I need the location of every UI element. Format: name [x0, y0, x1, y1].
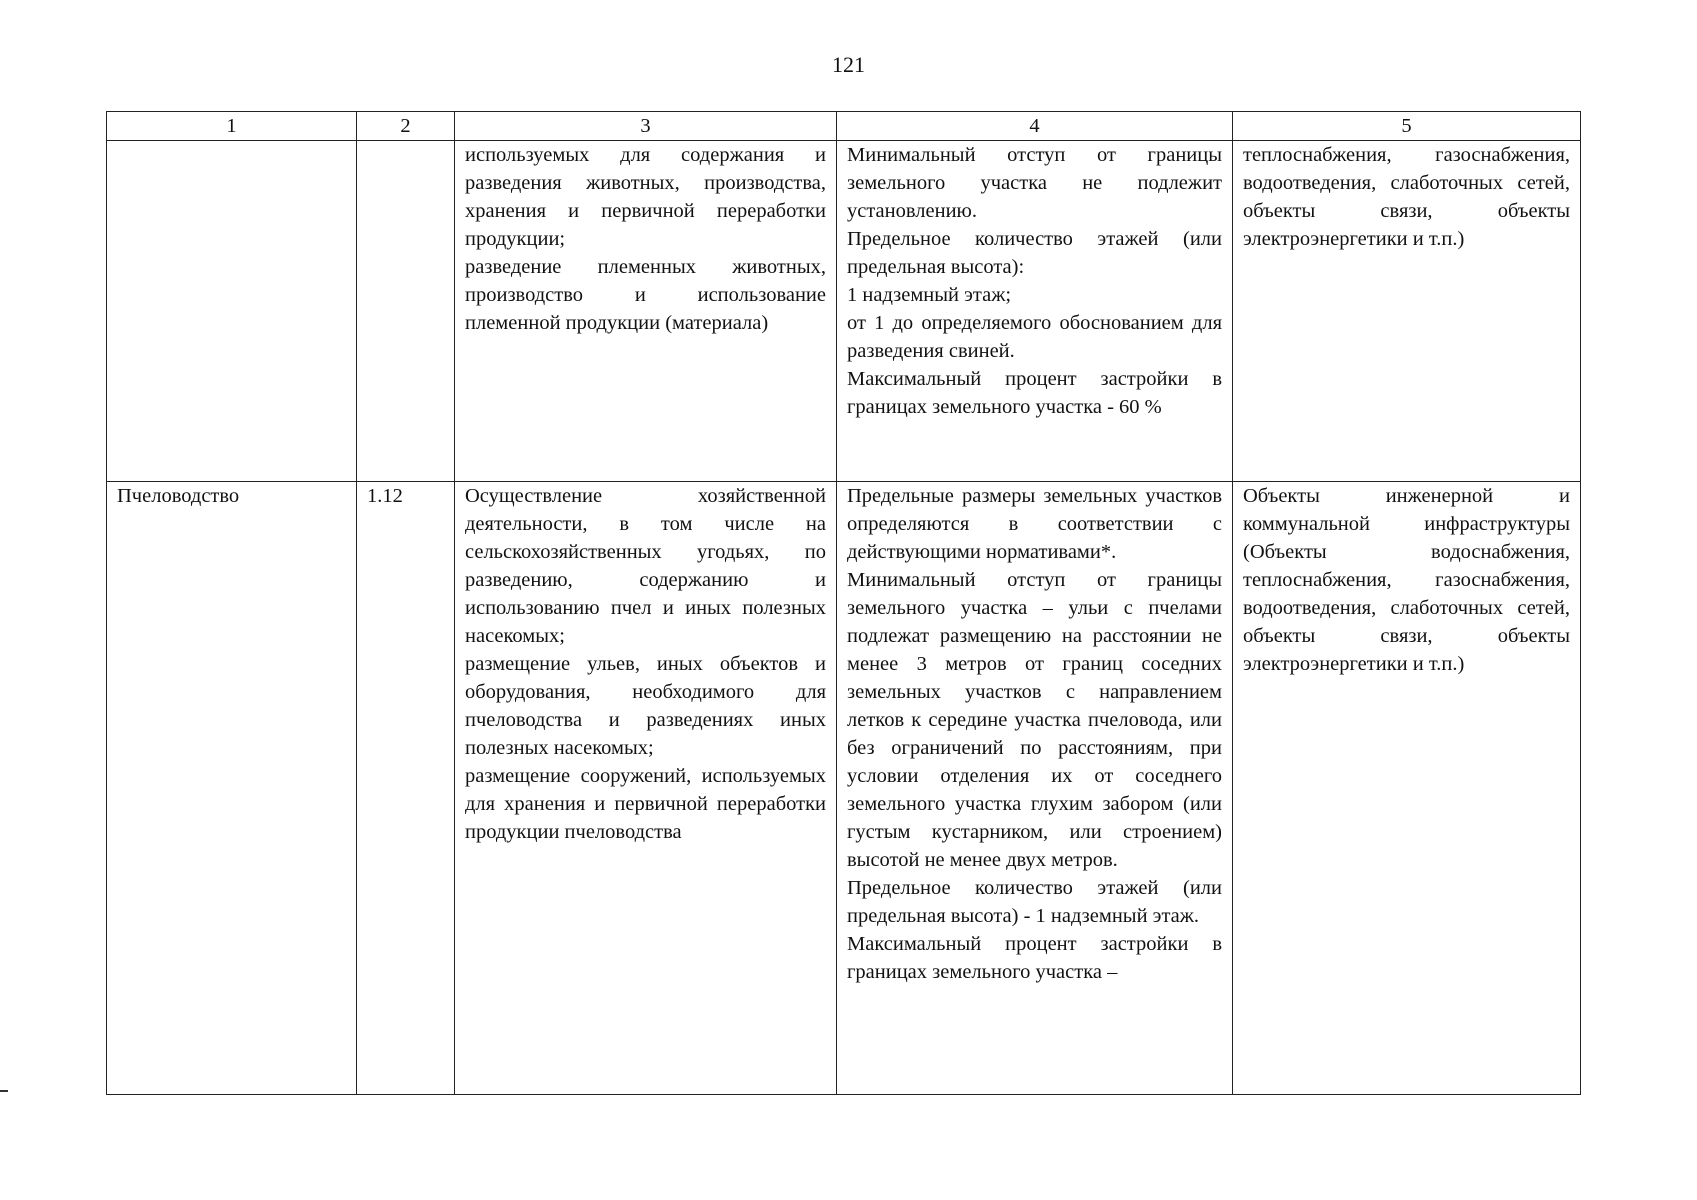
column-header-4: 4: [837, 112, 1233, 141]
row1-parameters-para-3: 1 надземный этаж;: [847, 284, 1012, 306]
row1-parameters-para-2: Предельное количество этажей (или предельная высота):: [847, 228, 1222, 278]
row2-parameters-para-3: Предельное количество этажей (или предельная высота) - 1 надземный этаж.: [847, 877, 1222, 927]
row1-description-para-1: используемых для содержания и разведения животных, производства, хранения и первичной переработки продукции;: [465, 144, 826, 250]
row1-code-cell: [357, 141, 455, 482]
row1-parameters-para-1: Минимальный отступ от границы земельного участка не подлежит установлению.: [847, 144, 1222, 222]
table-header-row: [107, 112, 1581, 141]
row2-description-para-3: размещение сооружений, используемых для хранения и первичной переработки продукции пчеловодства: [465, 765, 826, 843]
row2-description-para-2: размещение ульев, иных объектов и оборудования, необходимого для пчеловодства и разведениях иных полезных насекомых;: [465, 653, 826, 759]
row1-parameters-cell: [837, 141, 1233, 482]
row2-description-para-1: Осуществление хозяйственной деятельности, в том числе на сельскохозяйственных угодьях, по разведению, содержанию и использованию пчел и иных полезных насекомых;: [465, 485, 826, 647]
row1-parameters-para-5: Максимальный процент застройки в границах земельного участка - 60 %: [847, 368, 1222, 418]
row2-description-cell: [455, 482, 837, 1095]
row2-parameters-para-2: Минимальный отступ от границы земельного участка – ульи с пчелами подлежат размещению на расстоянии не менее 3 метров от границ соседних земельных участков с направлением летков к середине участка пчеловода, или без ограничений по расстояниям, при условии отделения их от соседнего земельного участка глухим забором (или густым кустарником, или строением) высотой не менее двух метров.: [847, 569, 1222, 871]
column-header-3: 3: [455, 112, 837, 141]
column-header-2: 2: [357, 112, 455, 141]
row2-name-cell: Пчеловодство: [107, 482, 357, 1095]
row1-name-cell: [107, 141, 357, 482]
row1-description-para-2: разведение племенных животных, производство и использование племенной продукции (материала): [465, 256, 826, 334]
column-header-1: 1: [107, 112, 357, 141]
row2-code-cell: 1.12: [357, 482, 455, 1095]
row1-description-cell: [455, 141, 837, 482]
row2-parameters-cell: [837, 482, 1233, 1095]
margin-mark: [0, 1090, 8, 1092]
row2-parameters-para-1: Предельные размеры земельных участков определяются в соответствии с действующими нормативами*.: [847, 485, 1222, 563]
table-row: [107, 141, 1581, 482]
row1-infrastructure-para-1: теплоснабжения, газоснабжения, водоотведения, слаботочных сетей, объекты связи, объекты электроэнергетики и т.п.): [1243, 144, 1570, 250]
zoning-table: [106, 111, 1581, 1095]
table-row: [107, 482, 1581, 1095]
row1-parameters-para-4: от 1 до определяемого обоснованием для разведения свиней.: [847, 312, 1222, 362]
page-number: 121: [832, 52, 865, 77]
row2-parameters-para-4: Максимальный процент застройки в границах земельного участка –: [847, 933, 1222, 983]
column-header-5: 5: [1233, 112, 1581, 141]
row2-infrastructure-cell: [1233, 482, 1581, 1095]
row1-infrastructure-cell: [1233, 141, 1581, 482]
row2-infrastructure-para-1: Объекты инженерной и коммунальной инфраструктуры (Объекты водоснабжения, теплоснабжения, газоснабжения, водоотведения, слаботочных сетей, объекты связи, объекты электроэнергетики и т.п.): [1243, 485, 1570, 675]
